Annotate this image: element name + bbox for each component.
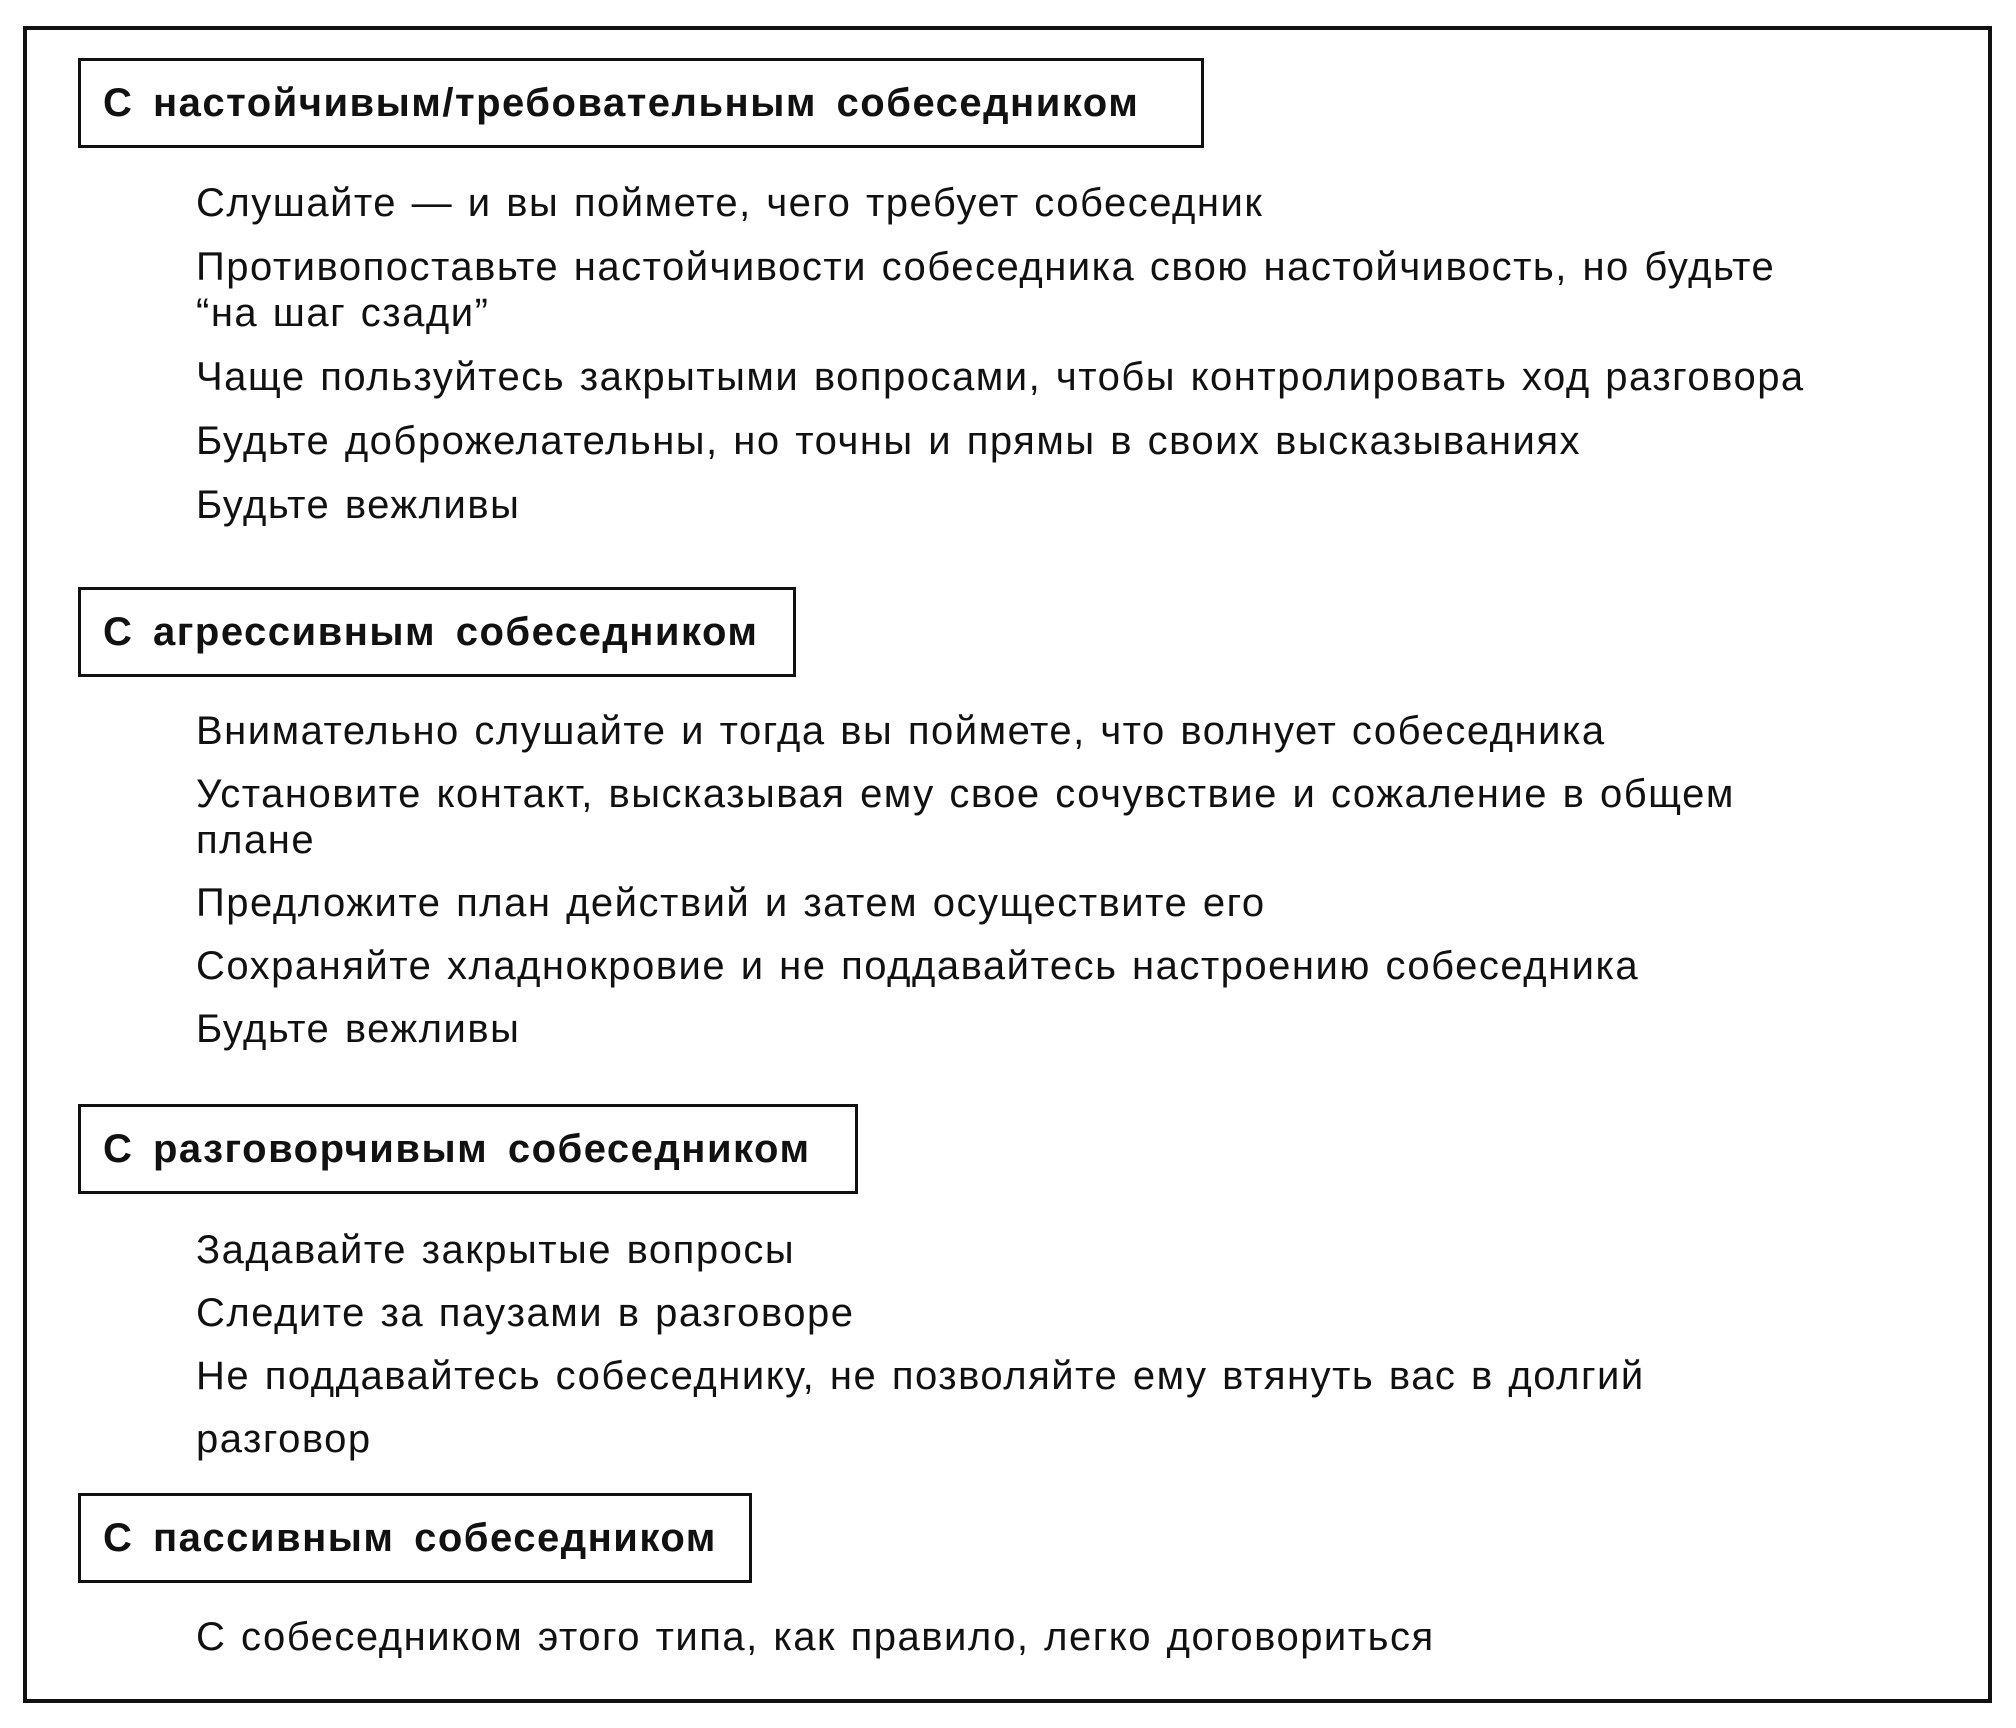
section-list-passive — [196, 1614, 1435, 1660]
list-item: Будьте доброжелательны, но точны и прямы в своих высказываниях — [196, 419, 1581, 463]
list-item: Сохраняйте хладнокровие и не поддавайтесь настроению собеседника — [196, 944, 1640, 988]
list-item: С собеседником этого типа, как правило, легко договориться — [196, 1615, 1435, 1659]
list-item: Предложите план действий и затем осуществите его — [196, 881, 1266, 925]
list-item: Противопоставьте настойчивости собеседника свою настойчивость, но будьте — [196, 245, 1776, 289]
section-heading-talkative: С разговорчивым собеседником — [78, 1104, 858, 1194]
list-item: “на шаг сзади” — [196, 291, 490, 335]
section-list-insistent — [196, 180, 1805, 528]
list-item: плане — [196, 818, 316, 862]
list-item: Слушайте — и вы поймете, чего требует собеседник — [196, 181, 1264, 225]
list-item: Будьте вежливы — [196, 1007, 521, 1051]
section-list-talkative — [196, 1227, 1645, 1462]
section-heading-insistent: С настойчивым/требовательным собеседником — [78, 58, 1204, 148]
section-list-aggressive — [196, 708, 1735, 1052]
list-item: Не поддавайтесь собеседнику, не позволяйте ему втянуть вас в долгий — [196, 1354, 1645, 1398]
list-item: Внимательно слушайте и тогда вы поймете, что волнует собеседника — [196, 709, 1606, 753]
section-heading-passive: С пассивным собеседником — [78, 1493, 752, 1583]
list-item: Установите контакт, высказывая ему свое сочувствие и сожаление в общем — [196, 772, 1735, 816]
list-item: Будьте вежливы — [196, 483, 521, 527]
list-item: разговор — [196, 1417, 372, 1461]
section-heading-aggressive: С агрессивным собеседником — [78, 587, 796, 677]
list-item: Задавайте закрытые вопросы — [196, 1228, 796, 1272]
list-item: Следите за паузами в разговоре — [196, 1291, 855, 1335]
list-item: Чаще пользуйтесь закрытыми вопросами, чтобы контролировать ход разговора — [196, 355, 1805, 399]
